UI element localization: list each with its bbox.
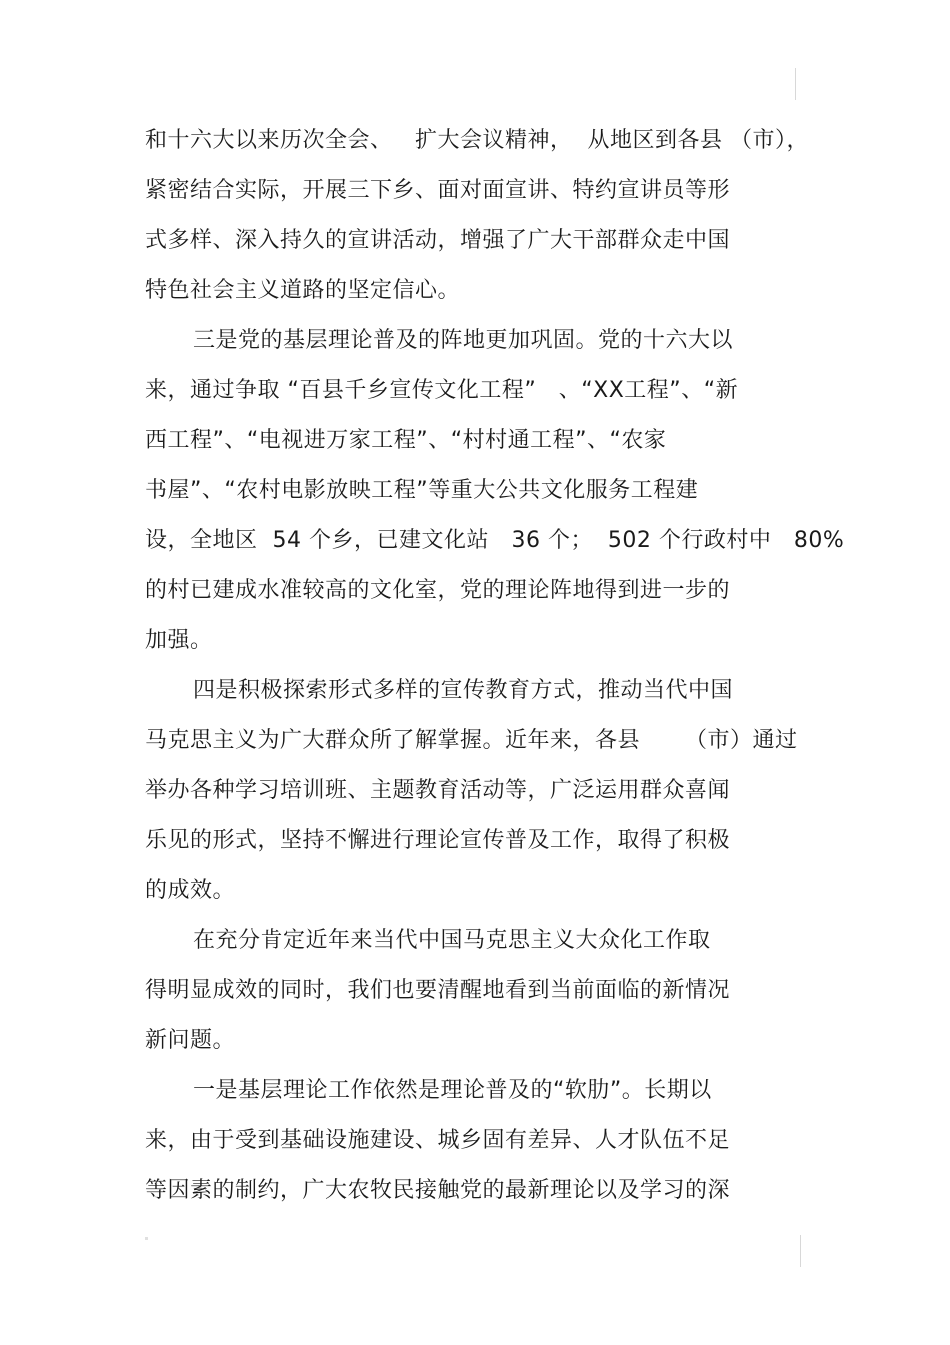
text-line-7: 西工程”、“电视进万家工程”、“村村通工程”、“农家 bbox=[145, 428, 667, 453]
text-line-13: 马克思主义为广大群众所了解掌握。近年来，各县 （市）通过 bbox=[145, 728, 798, 753]
text-line-18: 得明显成效的同时，我们也要清醒地看到当前面临的新情况 bbox=[145, 978, 731, 1003]
text-line-1: 和十六大以来历次全会、 扩大会议精神， 从地区到各县 （市）， bbox=[145, 128, 809, 153]
text-line-4: 特色社会主义道路的坚定信心。 bbox=[145, 278, 461, 303]
text-line-19: 新问题。 bbox=[145, 1028, 236, 1053]
paragraph-3-first-line: 三是党的基层理论普及的阵地更加巩固。党的十六大以 bbox=[193, 328, 734, 353]
text-line-9: 设，全地区 54 个乡，已建文化站 36 个； 502 个行政村中 80% bbox=[145, 528, 845, 553]
text-line-10: 的村已建成水准较高的文化室，党的理论阵地得到进一步的 bbox=[145, 578, 731, 603]
top-right-margin-mark bbox=[795, 68, 796, 100]
text-line-3: 式多样、深入持久的宣讲活动，增强了广大干部群众走中国 bbox=[145, 228, 731, 253]
bottom-left-margin-mark bbox=[145, 1237, 148, 1240]
text-line-16: 的成效。 bbox=[145, 878, 236, 903]
text-line-14: 举办各种学习培训班、主题教育活动等，广泛运用群众喜闻 bbox=[145, 778, 731, 803]
paragraph-6-first-line: 一是基层理论工作依然是理论普及的“软肋”。长期以 bbox=[193, 1078, 712, 1103]
text-line-21: 来，由于受到基础设施建设、城乡固有差异、人才队伍不足 bbox=[145, 1128, 731, 1153]
text-line-11: 加强。 bbox=[145, 628, 213, 653]
paragraph-4-first-line: 四是积极探索形式多样的宣传教育方式，推动当代中国 bbox=[193, 678, 734, 703]
text-line-6: 来，通过争取 “百县千乡宣传文化工程” 、“XX工程”、“新 bbox=[145, 378, 739, 403]
text-line-2: 紧密结合实际，开展三下乡、面对面宣讲、特约宣讲员等形 bbox=[145, 178, 731, 203]
text-line-22: 等因素的制约，广大农牧民接触党的最新理论以及学习的深 bbox=[145, 1178, 731, 1203]
text-line-8: 书屋”、“农村电影放映工程”等重大公共文化服务工程建 bbox=[145, 478, 699, 503]
bottom-right-margin-mark bbox=[800, 1235, 801, 1267]
text-line-15: 乐见的形式，坚持不懈进行理论宣传普及工作，取得了积极 bbox=[145, 828, 731, 853]
paragraph-5-first-line: 在充分肯定近年来当代中国马克思主义大众化工作取 bbox=[193, 928, 711, 953]
